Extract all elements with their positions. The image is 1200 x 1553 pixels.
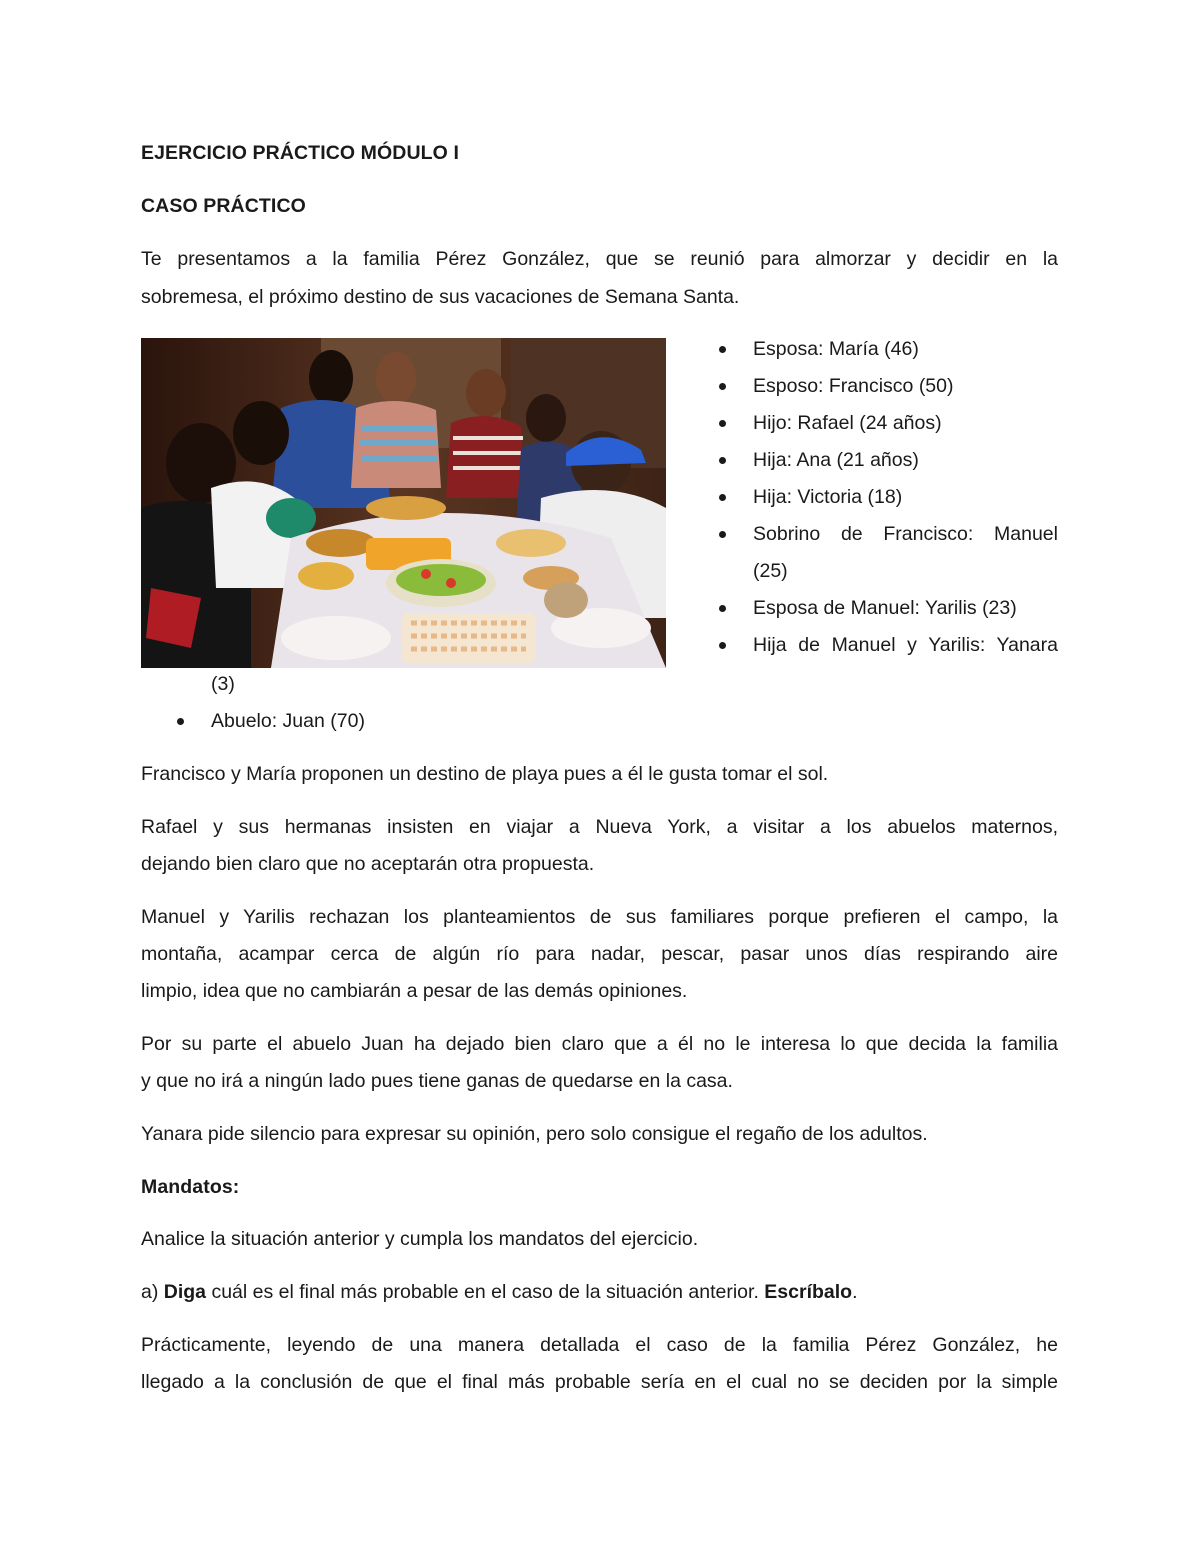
bullet-icon xyxy=(719,457,726,464)
bullet-icon xyxy=(719,494,726,501)
family-members-list xyxy=(753,331,1058,664)
paragraph-3-line-3: limpio, idea que no cambiarán a pesar de las demás opiniones. xyxy=(141,980,688,1002)
paragraph-3-line-2: montaña, acampar cerca de algún río para nadar, pescar, pasar unos días respirando aire xyxy=(141,943,1058,965)
intro-line-1: Te presentamos a la familia Pérez González, que se reunió para almorzar y decidir en la xyxy=(141,248,1058,270)
list-item: Hija: Victoria (18) xyxy=(753,479,1058,516)
document-title: EJERCICIO PRÁCTICO MÓDULO I xyxy=(141,142,459,164)
task-a-verb-2: Escríbalo xyxy=(764,1281,853,1303)
bullet-icon xyxy=(719,642,726,649)
family-meal-illustration xyxy=(141,338,666,668)
list-item: Abuelo: Juan (70) xyxy=(211,710,365,732)
list-item: Sobrino de Francisco: Manuel xyxy=(753,516,1058,553)
answer-line-1: Prácticamente, leyendo de una manera detallada el caso de la familia Pérez González, he xyxy=(141,1334,1058,1356)
paragraph-4-line-2: y que no irá a ningún lado pues tiene ganas de quedarse en la casa. xyxy=(141,1070,733,1092)
intro-line-2: sobremesa, el próximo destino de sus vacaciones de Semana Santa. xyxy=(141,286,740,308)
paragraph-2-line-1: Rafael y sus hermanas insisten en viajar a Nueva York, a visitar a los abuelos maternos, xyxy=(141,816,1058,838)
list-item: Hija: Ana (21 años) xyxy=(753,442,1058,479)
list-item-continuation: (25) xyxy=(753,560,788,582)
task-a: a) Diga cuál es el final más probable en el caso de la situación anterior. Escríbalo. xyxy=(141,1281,858,1303)
document-subtitle: CASO PRÁCTICO xyxy=(141,195,306,217)
list-item: Esposa: María (46) xyxy=(753,331,1058,368)
bullet-icon xyxy=(719,420,726,427)
answer-line-2: llegado a la conclusión de que el final más probable sería en el cual no se deciden por la simple xyxy=(141,1371,1058,1393)
list-item: Esposa de Manuel: Yarilis (23) xyxy=(753,590,1058,627)
bullet-icon xyxy=(719,605,726,612)
bullet-icon xyxy=(719,346,726,353)
paragraph-1: Francisco y María proponen un destino de playa pues a él le gusta tomar el sol. xyxy=(141,763,829,785)
paragraph-4-line-1: Por su parte el abuelo Juan ha dejado bien claro que a él no le interesa lo que decida la familia xyxy=(141,1033,1058,1055)
list-item: Hijo: Rafael (24 años) xyxy=(753,405,1058,442)
mandatos-intro: Analice la situación anterior y cumpla los mandatos del ejercicio. xyxy=(141,1228,699,1250)
bullet-icon xyxy=(719,383,726,390)
paragraph-2-line-2: dejando bien claro que no aceptarán otra propuesta. xyxy=(141,853,595,875)
list-item-continuation: (3) xyxy=(211,673,235,695)
list-item: Esposo: Francisco (50) xyxy=(753,368,1058,405)
mandatos-heading: Mandatos: xyxy=(141,1176,240,1198)
task-a-verb: Diga xyxy=(163,1281,207,1303)
bullet-icon xyxy=(177,718,184,725)
paragraph-3-line-1: Manuel y Yarilis rechazan los planteamientos de sus familiares porque prefieren el campo, la xyxy=(141,906,1058,928)
paragraph-5: Yanara pide silencio para expresar su opinión, pero solo consigue el regaño de los adultos. xyxy=(141,1123,928,1145)
family-meal-photo xyxy=(141,338,666,668)
list-item: Hija de Manuel y Yarilis: Yanara xyxy=(753,627,1058,664)
bullet-icon xyxy=(719,531,726,538)
